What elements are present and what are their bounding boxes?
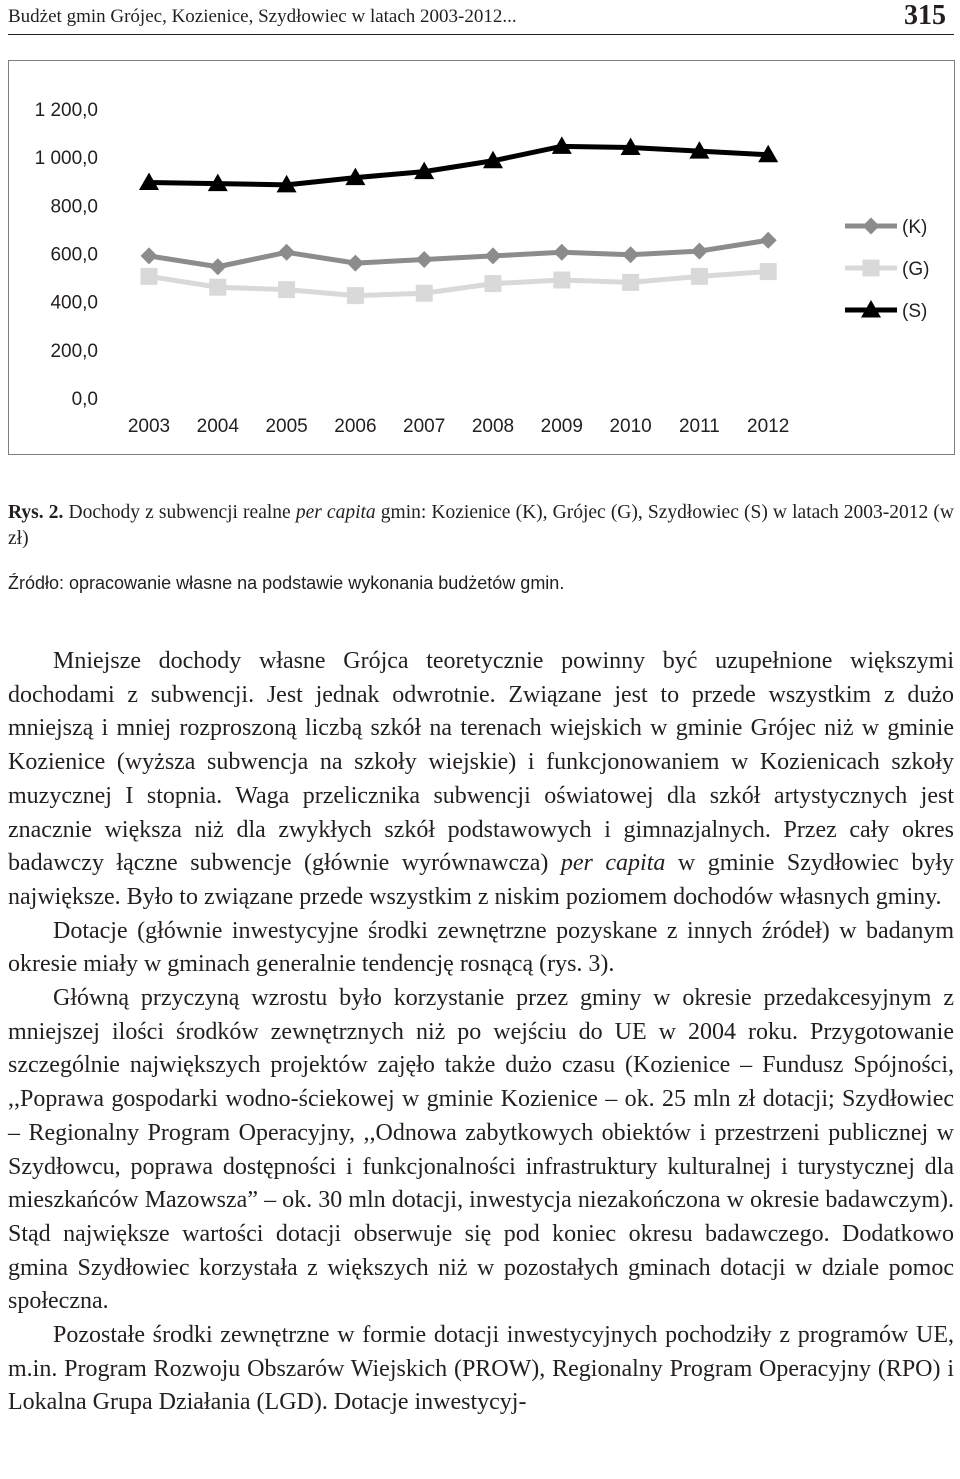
paragraph-1-a: Mniejsze dochody własne Grójca teoretycznie powinny być uzupełnione większymi dochodami z subwencji. Jest jednak odwrotnie. Związane jest to przede wszystkim z dużo mniejszą i mniej rozproszoną liczbą szkół na terenach wiejskich w gminie Grójec niż w gminie Kozienice (wyższa subwencja na szkoły wiejskie) i funkcjonowaniem w Kozienicach szkoły muzycznej I stopnia. Waga przelicznika subwencji oświatowej dla szkół artystycznych jest znacznie większa niż dla zwykłych szkół podstawowych i gimnazjalnych. Przez cały okres badawczy łączne subwencje (głównie wyrównawcza) [8, 648, 954, 877]
x-tick-label: 2004 [196, 416, 239, 437]
running-title: Budżet gmin Grójec, Kozienice, Szydłowiec w latach 2003-2012... [8, 6, 517, 27]
header-rule [8, 34, 954, 35]
y-tick-label: 1 000,0 [34, 148, 98, 170]
legend-label-g: (G) [902, 259, 930, 280]
data-point-k [691, 243, 708, 260]
x-tick-label: 2003 [127, 416, 171, 437]
data-point-k [209, 258, 226, 275]
paragraph-2: Dotacje (głównie inwestycyjne środki zewnętrzne pozyskane z innych źródeł) w badanym okresie miały w gminach generalnie tendencję rosnącą (rys. 3). [8, 917, 954, 978]
legend-marker-g [863, 260, 880, 277]
data-point-g [347, 287, 364, 304]
paragraph-4: Pozostałe środki zewnętrzne w formie dotacji inwestycyjnych pochodziły z programów UE, m.in. Program Rozwoju Obszarów Wiejskich (PROW), Regionalny Program Operacyjny (RPO) i Lokalna Grupa Działania (LGD). Dotacje inwestycyj- [8, 1322, 954, 1416]
data-point-k [278, 244, 295, 261]
data-point-k [141, 247, 158, 264]
data-point-k [760, 232, 777, 249]
caption-label: Rys. 2. [8, 502, 64, 523]
y-tick-label: 0,0 [71, 389, 98, 410]
x-tick-label: 2006 [334, 416, 377, 437]
data-point-g [691, 268, 708, 285]
figure-chart [8, 60, 955, 455]
y-tick-label: 800,0 [50, 196, 98, 218]
data-point-k [347, 255, 364, 272]
line-chart [9, 61, 956, 456]
body-text [8, 645, 954, 1420]
figure-source: Źródło: opracowanie własne na podstawie wykonania budżetów gmin. [8, 573, 565, 593]
figure-caption [8, 500, 954, 552]
series-line-g [149, 272, 768, 296]
paragraph-1-b: w gminie Szydłowiec były największe. Było to związane przede wszystkim z niskim poziomem dochodów własnych gminy. [8, 850, 955, 910]
x-tick-label: 2007 [403, 416, 446, 437]
x-tick-label: 2012 [747, 416, 790, 437]
series-line-s [149, 146, 768, 185]
legend-label-k: (K) [902, 217, 928, 238]
x-tick-label: 2011 [678, 416, 720, 437]
y-tick-label: 400,0 [50, 292, 98, 314]
data-point-k [416, 251, 433, 268]
y-tick-label: 1 200,0 [34, 100, 98, 121]
paragraph-3: Główną przyczyną wzrostu było korzystanie przez gminy w okresie przedakcesyjnym z mniejszej ilości środków zewnętrznych niż po wejściu do UE w 2004 roku. Przygotowanie szczególnie największych projektów zajęło także dużo czasu (Kozienice – Fundusz Spójności, ,,Poprawa gospodarki wodno-ściekowej w gminie Kozienice – ok. 25 mln zł dotacji; Szydłowiec – Regionalny Program Operacyjny, ,,Odnowa zabytkowych obiektów i przestrzeni publicznej w Szydłowcu, poprawa dostępności i funkcjonalności infrastruktury kulturalnej i turystycznej dla mieszkańców Mazowsza” – ok. 30 mln dotacji, inwestycja niezakończona w okresie badawczym). Stąd największe wartości dotacji obserwuje się pod koniec okresu badawczego. Dodatkowo gmina Szydłowiec korzystała z większych niż w pozostałych gminach dotacji w dziale pomoc społeczna. [8, 985, 954, 1315]
x-tick-label: 2010 [609, 416, 652, 437]
page-number: 315 [904, 0, 946, 31]
series-line-k [149, 240, 768, 266]
data-point-g [278, 281, 295, 298]
caption-text-a: Dochody z subwencji realne [68, 502, 291, 523]
caption-text-italic: per capita [295, 502, 376, 523]
data-point-g [485, 275, 502, 292]
x-tick-label: 2005 [265, 416, 308, 437]
data-point-g [416, 285, 433, 302]
data-point-g [622, 274, 639, 291]
page-header [8, 0, 946, 34]
paragraph-1-italic: per capita [560, 850, 666, 877]
y-tick-label: 200,0 [50, 340, 98, 362]
caption-text-b: gmin: Kozienice (K), Grójec (G), Szydłowiec (S) w latach 2003-2012 (w zł) [8, 502, 954, 549]
paragraph-1 [8, 645, 954, 915]
legend-label-s: (S) [902, 301, 928, 322]
data-point-k [622, 246, 639, 263]
data-point-g [760, 263, 777, 280]
data-point-k [485, 247, 502, 264]
data-point-k [553, 244, 570, 261]
x-tick-label: 2008 [471, 416, 515, 437]
x-tick-label: 2009 [540, 416, 583, 437]
data-point-g [553, 271, 570, 288]
data-point-g [141, 268, 158, 285]
legend-marker-k [863, 218, 880, 235]
y-tick-label: 600,0 [50, 244, 98, 266]
data-point-g [209, 279, 226, 296]
